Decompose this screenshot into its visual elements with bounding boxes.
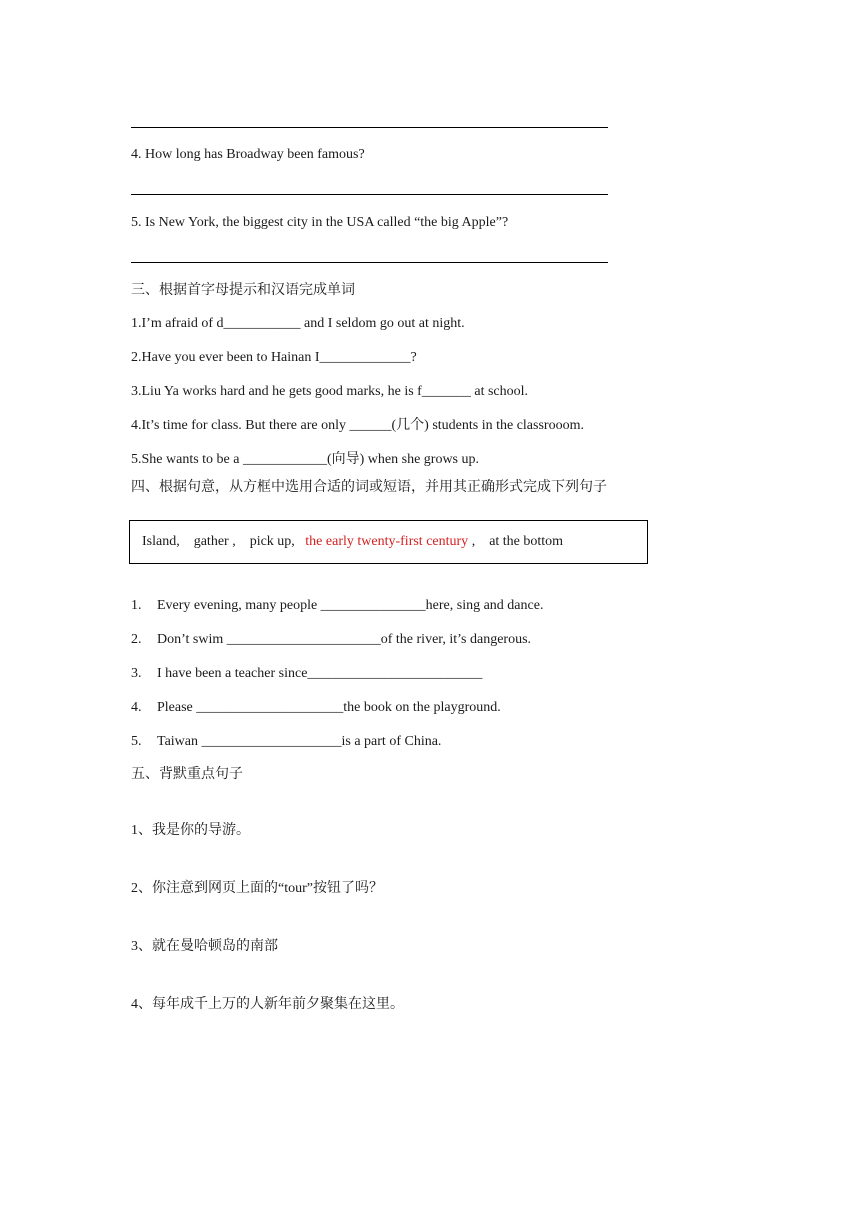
word-box-text [142,533,563,551]
word-box [129,520,648,564]
item-text: Every evening, many people _______________here, sing and dance. [157,598,544,613]
sentence-item-2 [131,631,531,649]
item-text: Taiwan ____________________is a part of China. [157,734,442,749]
answer-line-5[interactable] [131,262,608,263]
item-number: 1. [131,598,142,613]
fill-item-3: 3.Liu Ya works hard and he gets good marks, he is f_______ at school. [131,384,529,399]
item-number: 3. [131,666,142,681]
sentence-item-4 [131,699,501,717]
fill-item-2: 2.Have you ever been to Hainan I_____________? [131,350,417,365]
sentence-item-1 [131,597,543,615]
item-number: 5. [131,734,142,749]
item-text: Please _____________________the book on the playground. [157,700,501,715]
section-4-heading: 四、根据句意，从方框中选用合适的词或短语，并用其正确形式完成下列句子 [131,480,607,495]
item-number: 2. [131,632,142,647]
fill-item-5: 5.She wants to be a ____________(向导) when she grows up. [131,452,480,467]
fill-item-4: 4.It’s time for class. But there are only ______(几个) students in the classrooom. [131,418,584,433]
section-5-heading: 五、背默重点句子 [131,767,243,782]
question-4: 4. How long has Broadway been famous? [131,147,365,162]
recite-item-1: 1、我是你的导游。 [131,823,250,838]
sentence-item-3 [131,665,482,683]
answer-line-3[interactable] [131,127,608,128]
item-text: I have been a teacher since_________________________ [157,666,483,681]
item-number: 4. [131,700,142,715]
fill-item-1: 1.I’m afraid of d___________ and I seldom go out at night. [131,316,465,331]
answer-line-4[interactable] [131,194,608,195]
section-3-heading: 三、根据首字母提示和汉语完成单词 [131,283,355,298]
recite-item-4: 4、每年成千上万的人新年前夕聚集在这里。 [131,997,404,1012]
word-highlight: the early twenty-first century [305,534,469,549]
recite-item-2: 2、你注意到网页上面的“tour”按钮了吗？ [131,881,383,896]
word-list-1: Island, gather , pick up, [142,534,306,549]
item-text: Don’t swim ______________________of the river, it’s dangerous. [157,632,532,647]
word-list-2: , at the bottom [468,534,564,549]
question-5: 5. Is New York, the biggest city in the USA called “the big Apple”? [131,215,509,230]
recite-item-3: 3、就在曼哈顿岛的南部 [131,939,278,954]
sentence-item-5 [131,733,441,751]
